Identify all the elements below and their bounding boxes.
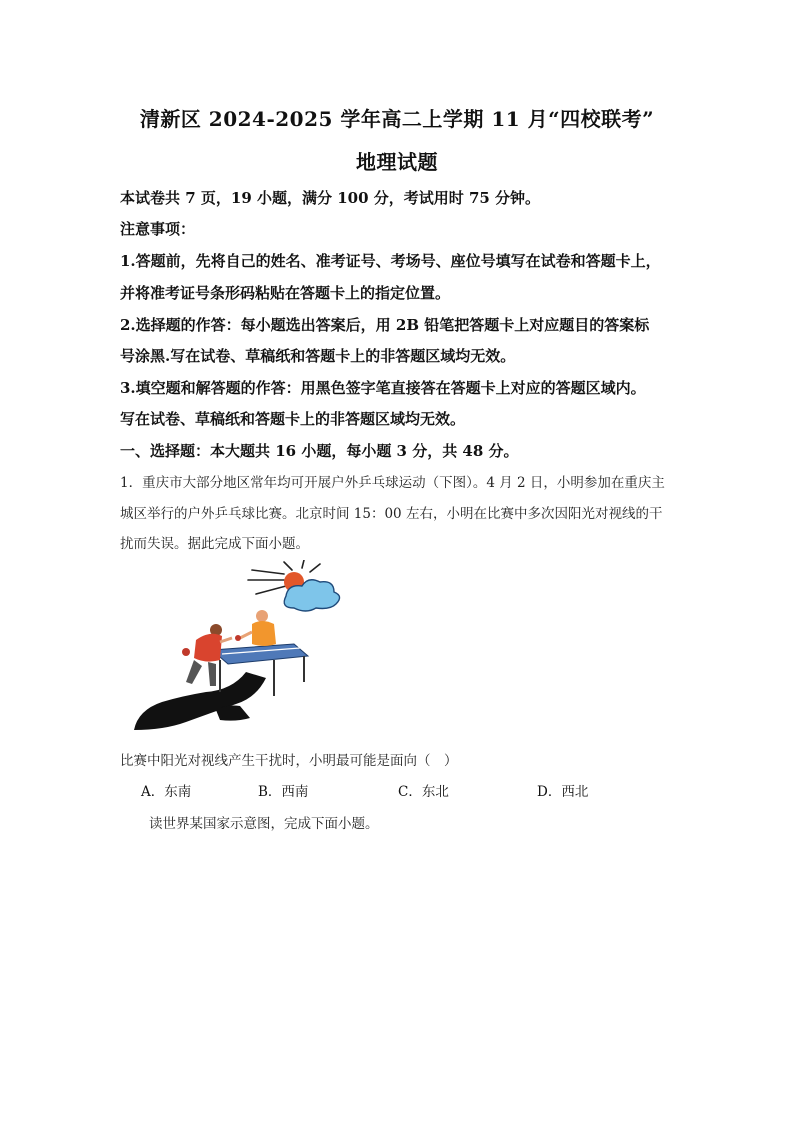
- option-b[interactable]: B．西南: [258, 784, 309, 800]
- option-c[interactable]: C．东北: [398, 784, 449, 800]
- notice-2-line-1: 2.选择题的作答：每小题选出答案后，用 2B 铅笔把答题卡上对应题目的答案标: [120, 316, 650, 334]
- exam-subject: 地理试题: [356, 150, 438, 174]
- notice-heading: 注意事项：: [120, 220, 196, 238]
- option-a[interactable]: A．东南: [141, 784, 192, 800]
- notice-2-line-2: 号涂黑.写在试卷、草稿纸和答题卡上的非答题区域均无效。: [120, 347, 516, 365]
- question-1-line-2: 城区举行的户外乒乓球比赛。北京时间 15：00 左右，小明在比赛中多次因阳光对视线的干: [120, 506, 663, 522]
- notice-3-line-2: 写在试卷、草稿纸和答题卡上的非答题区域均无效。: [120, 410, 466, 428]
- next-question-intro: 读世界某国家示意图，完成下面小题。: [149, 816, 379, 832]
- option-d[interactable]: D．西北: [537, 784, 589, 800]
- exam-title: 清新区 2024-2025 学年高二上学期 11 月“四校联考”: [139, 107, 655, 131]
- notice-1-line-2: 并将准考证号条形码粘贴在答题卡上的指定位置。: [120, 284, 451, 302]
- question-1-line-1: 1．重庆市大部分地区常年均可开展户外乒乓球运动（下图）。4 月 2 日，小明参加在重庆主: [120, 475, 665, 491]
- question-stem: 比赛中阳光对视线产生干扰时，小明最可能是面向（ ）: [120, 753, 458, 769]
- exam-summary: 本试卷共 7 页，19 小题，满分 100 分，考试用时 75 分钟。: [120, 189, 541, 207]
- question-1-line-3: 扰而失误。据此完成下面小题。: [120, 536, 309, 552]
- notice-1-line-1: 1.答题前，先将自己的姓名、准考证号、考场号、座位号填写在试卷和答题卡上，: [120, 252, 661, 270]
- table-tennis-illustration: [124, 560, 344, 738]
- section-heading: 一、选择题：本大题共 16 小题，每小题 3 分，共 48 分。: [120, 442, 519, 460]
- notice-3-line-1: 3.填空题和解答题的作答：用黑色签字笔直接答在答题卡上对应的答题区域内。: [120, 379, 646, 397]
